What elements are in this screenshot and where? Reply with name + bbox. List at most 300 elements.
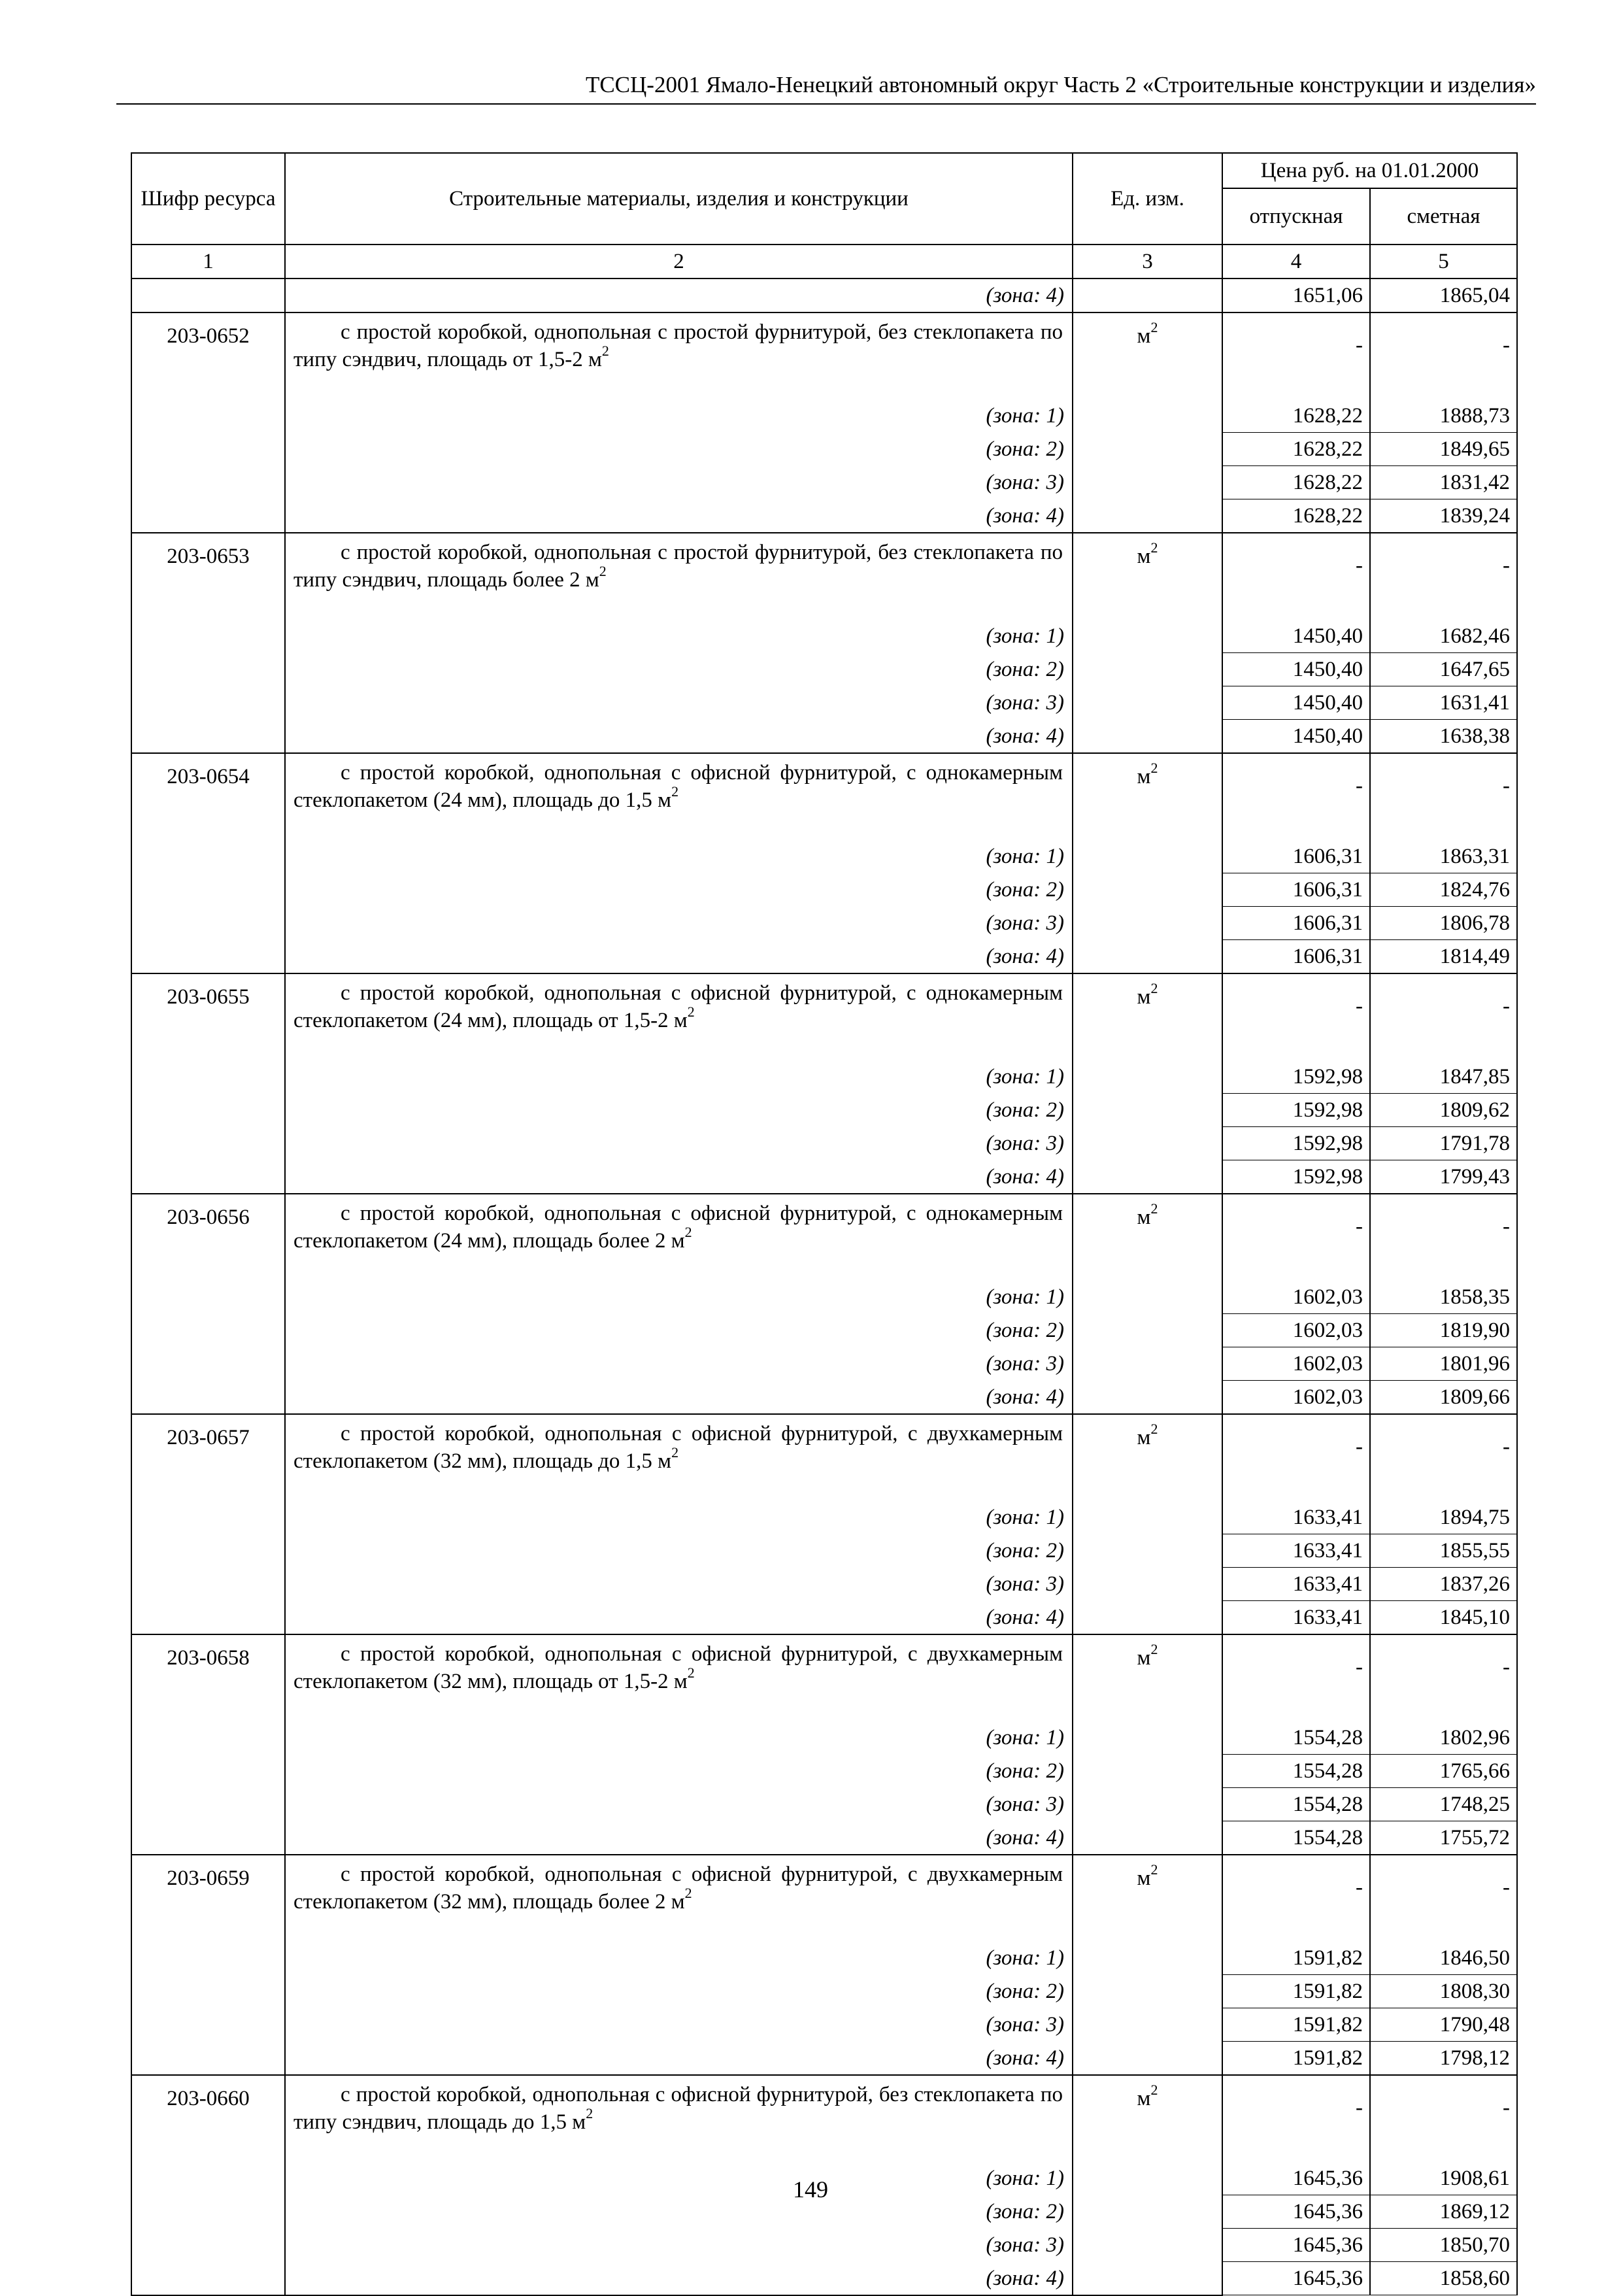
item-description bbox=[285, 312, 1073, 399]
estimate-price: 1765,66 bbox=[1370, 1755, 1517, 1788]
unit-superscript: 2 bbox=[1150, 760, 1158, 776]
unit-cell bbox=[1073, 1534, 1222, 1568]
header-name: Строительные материалы, изделия и конструкции bbox=[285, 153, 1073, 245]
release-price: 1606,31 bbox=[1222, 873, 1370, 907]
unit-superscript: 2 bbox=[1150, 2082, 1158, 2098]
estimate-price: 1748,25 bbox=[1370, 1788, 1517, 1821]
estimate-price: 1809,62 bbox=[1370, 1094, 1517, 1127]
code-cell bbox=[131, 1281, 285, 1314]
release-price: - bbox=[1222, 1414, 1370, 1501]
description-text: с простой коробкой, однопольная с простой фурнитурой, без стеклопакета по типу сэндвич, площадь более 2 м bbox=[293, 541, 1063, 592]
table-row bbox=[131, 1634, 1517, 1721]
release-price: 1633,41 bbox=[1222, 1568, 1370, 1601]
column-number: 5 bbox=[1370, 245, 1517, 279]
release-price: - bbox=[1222, 753, 1370, 840]
code-cell bbox=[131, 907, 285, 940]
header-release-price: отпускная bbox=[1222, 188, 1370, 245]
release-price: - bbox=[1222, 312, 1370, 399]
item-description bbox=[285, 1414, 1073, 1501]
release-price: 1645,36 bbox=[1222, 2162, 1370, 2195]
estimate-price: 1858,60 bbox=[1370, 2262, 1517, 2295]
unit-superscript: 2 bbox=[1150, 1200, 1158, 1217]
unit-cell bbox=[1073, 2262, 1222, 2295]
unit-cell bbox=[1073, 312, 1222, 399]
code-cell bbox=[131, 433, 285, 466]
column-number: 1 bbox=[131, 245, 285, 279]
code-cell bbox=[131, 1721, 285, 1755]
estimate-price: 1847,85 bbox=[1370, 1060, 1517, 1094]
unit-cell bbox=[1073, 1942, 1222, 1975]
table-row bbox=[131, 753, 1517, 840]
estimate-price: 1824,76 bbox=[1370, 873, 1517, 907]
estimate-price: 1755,72 bbox=[1370, 1821, 1517, 1855]
unit-text: м bbox=[1137, 2087, 1151, 2110]
release-price: 1591,82 bbox=[1222, 1975, 1370, 2008]
estimate-price: 1863,31 bbox=[1370, 840, 1517, 873]
estimate-price: 1855,55 bbox=[1370, 1534, 1517, 1568]
table-row bbox=[131, 2042, 1517, 2076]
description-text: с простой коробкой, однопольная с офисной фурнитурой, с двухкамерным стеклопакетом (32 мм), площадь до 1,5 м bbox=[293, 1422, 1063, 1473]
unit-superscript: 2 bbox=[1150, 1861, 1158, 1878]
release-price: 1592,98 bbox=[1222, 1094, 1370, 1127]
table-row bbox=[131, 1314, 1517, 1347]
table-row bbox=[131, 1821, 1517, 1855]
table-row bbox=[131, 1601, 1517, 1635]
table-row bbox=[131, 973, 1517, 1060]
unit-cell bbox=[1073, 1414, 1222, 1501]
estimate-price: 1846,50 bbox=[1370, 1942, 1517, 1975]
code-cell bbox=[131, 2262, 285, 2295]
release-price: 1628,22 bbox=[1222, 433, 1370, 466]
area-superscript: 2 bbox=[684, 1224, 692, 1240]
unit-cell bbox=[1073, 1281, 1222, 1314]
unit-cell bbox=[1073, 1501, 1222, 1534]
resource-code: 203-0660 bbox=[131, 2075, 285, 2162]
unit-cell bbox=[1073, 1821, 1222, 1855]
estimate-price: 1808,30 bbox=[1370, 1975, 1517, 2008]
area-superscript: 2 bbox=[601, 343, 609, 359]
estimate-price: 1869,12 bbox=[1370, 2195, 1517, 2229]
unit-cell bbox=[1073, 2042, 1222, 2076]
code-cell bbox=[131, 1314, 285, 1347]
unit-cell bbox=[1073, 1314, 1222, 1347]
unit-cell bbox=[1073, 973, 1222, 1060]
estimate-price: 1837,26 bbox=[1370, 1568, 1517, 1601]
unit-cell bbox=[1073, 1160, 1222, 1194]
unit-cell bbox=[1073, 1127, 1222, 1160]
table-row bbox=[131, 873, 1517, 907]
release-price: 1602,03 bbox=[1222, 1381, 1370, 1415]
release-price: 1633,41 bbox=[1222, 1601, 1370, 1635]
description-text: с простой коробкой, однопольная с офисной фурнитурой, с двухкамерным стеклопакетом (32 мм), площадь более 2 м bbox=[293, 1863, 1063, 1914]
zone-label: (зона: 4) bbox=[285, 720, 1073, 754]
release-price: 1628,22 bbox=[1222, 499, 1370, 533]
unit-cell bbox=[1073, 940, 1222, 974]
estimate-price: 1888,73 bbox=[1370, 399, 1517, 433]
code-cell bbox=[131, 873, 285, 907]
header-rule bbox=[116, 103, 1536, 105]
zone-label: (зона: 3) bbox=[285, 1788, 1073, 1821]
estimate-price: 1791,78 bbox=[1370, 1127, 1517, 1160]
release-price: 1592,98 bbox=[1222, 1127, 1370, 1160]
release-price: 1645,36 bbox=[1222, 2262, 1370, 2295]
unit-cell bbox=[1073, 433, 1222, 466]
unit-cell bbox=[1073, 1094, 1222, 1127]
zone-label: (зона: 2) bbox=[285, 2195, 1073, 2229]
zone-label: (зона: 2) bbox=[285, 1755, 1073, 1788]
table-row bbox=[131, 1788, 1517, 1821]
release-price: 1651,06 bbox=[1222, 279, 1370, 312]
release-price: 1554,28 bbox=[1222, 1721, 1370, 1755]
table-row bbox=[131, 1347, 1517, 1381]
table-row bbox=[131, 653, 1517, 686]
zone-label: (зона: 4) bbox=[285, 2042, 1073, 2076]
release-price: - bbox=[1222, 1634, 1370, 1721]
release-price: 1554,28 bbox=[1222, 1821, 1370, 1855]
table-row bbox=[131, 433, 1517, 466]
zone-label: (зона: 1) bbox=[285, 1501, 1073, 1534]
code-cell bbox=[131, 1755, 285, 1788]
zone-label: (зона: 4) bbox=[285, 940, 1073, 974]
estimate-price: 1831,42 bbox=[1370, 466, 1517, 499]
code-cell bbox=[131, 466, 285, 499]
estimate-price: - bbox=[1370, 1634, 1517, 1721]
area-superscript: 2 bbox=[687, 1004, 695, 1020]
unit-superscript: 2 bbox=[1150, 980, 1158, 996]
zone-label: (зона: 1) bbox=[285, 399, 1073, 433]
unit-cell bbox=[1073, 1568, 1222, 1601]
resource-code: 203-0655 bbox=[131, 973, 285, 1060]
estimate-price: 1638,38 bbox=[1370, 720, 1517, 754]
unit-cell bbox=[1073, 2075, 1222, 2162]
release-price: 1645,36 bbox=[1222, 2195, 1370, 2229]
table-row bbox=[131, 1975, 1517, 2008]
header-estimate-price: сметная bbox=[1370, 188, 1517, 245]
unit-cell bbox=[1073, 1601, 1222, 1635]
code-cell bbox=[131, 1060, 285, 1094]
unit-cell bbox=[1073, 1060, 1222, 1094]
unit-cell bbox=[1073, 653, 1222, 686]
zone-label: (зона: 4) bbox=[285, 499, 1073, 533]
table-row bbox=[131, 1160, 1517, 1194]
estimate-price: 1849,65 bbox=[1370, 433, 1517, 466]
estimate-price: 1850,70 bbox=[1370, 2229, 1517, 2262]
item-description bbox=[285, 1194, 1073, 1281]
table-row bbox=[131, 620, 1517, 653]
release-price: 1606,31 bbox=[1222, 840, 1370, 873]
zone-label: (зона: 2) bbox=[285, 1314, 1073, 1347]
zone-label: (зона: 2) bbox=[285, 1975, 1073, 2008]
release-price: 1602,03 bbox=[1222, 1314, 1370, 1347]
description-text: с простой коробкой, однопольная с офисной фурнитурой, с двухкамерным стеклопакетом (32 мм), площадь от 1,5-2 м bbox=[293, 1642, 1063, 1693]
table-row bbox=[131, 1721, 1517, 1755]
code-cell bbox=[131, 840, 285, 873]
release-price: - bbox=[1222, 2075, 1370, 2162]
header-price-group: Цена руб. на 01.01.2000 bbox=[1222, 153, 1517, 188]
estimate-price: 1839,24 bbox=[1370, 499, 1517, 533]
release-price: 1450,40 bbox=[1222, 653, 1370, 686]
table-row bbox=[131, 1534, 1517, 1568]
table-row bbox=[131, 533, 1517, 620]
release-price: 1628,22 bbox=[1222, 466, 1370, 499]
zone-label: (зона: 4) bbox=[285, 1160, 1073, 1194]
table-row bbox=[131, 499, 1517, 533]
unit-cell bbox=[1073, 1381, 1222, 1415]
zone-label: (зона: 3) bbox=[285, 907, 1073, 940]
table-row bbox=[131, 2229, 1517, 2262]
release-price: 1592,98 bbox=[1222, 1160, 1370, 1194]
code-cell bbox=[131, 1534, 285, 1568]
table-row bbox=[131, 2075, 1517, 2162]
table-body bbox=[131, 279, 1517, 2295]
zone-label: (зона: 2) bbox=[285, 873, 1073, 907]
resource-code: 203-0659 bbox=[131, 1855, 285, 1942]
table-row bbox=[131, 720, 1517, 754]
release-price: 1450,40 bbox=[1222, 686, 1370, 720]
item-description bbox=[285, 973, 1073, 1060]
area-superscript: 2 bbox=[687, 1664, 695, 1681]
area-superscript: 2 bbox=[599, 563, 607, 579]
estimate-price: 1858,35 bbox=[1370, 1281, 1517, 1314]
unit-cell bbox=[1073, 873, 1222, 907]
running-header: ТССЦ-2001 Ямало-Ненецкий автономный округ Часть 2 «Строительные конструкции и изделия» bbox=[585, 72, 1536, 97]
estimate-price: 1845,10 bbox=[1370, 1601, 1517, 1635]
zone-label: (зона: 3) bbox=[285, 1127, 1073, 1160]
unit-cell bbox=[1073, 1855, 1222, 1942]
code-cell bbox=[131, 1381, 285, 1415]
table-row bbox=[131, 1501, 1517, 1534]
unit-cell bbox=[1073, 1194, 1222, 1281]
item-description bbox=[285, 2075, 1073, 2162]
zone-label: (зона: 3) bbox=[285, 686, 1073, 720]
zone-label: (зона: 1) bbox=[285, 1942, 1073, 1975]
unit-text: м bbox=[1137, 545, 1151, 568]
table-row bbox=[131, 1060, 1517, 1094]
code-cell bbox=[131, 1347, 285, 1381]
zone-label: (зона: 2) bbox=[285, 433, 1073, 466]
table-row bbox=[131, 940, 1517, 974]
unit-cell bbox=[1073, 620, 1222, 653]
table-row bbox=[131, 2008, 1517, 2042]
price-table bbox=[131, 152, 1518, 2296]
release-price: 1450,40 bbox=[1222, 720, 1370, 754]
unit-cell bbox=[1073, 1755, 1222, 1788]
code-cell bbox=[131, 940, 285, 974]
zone-label: (зона: 1) bbox=[285, 1281, 1073, 1314]
table-row bbox=[131, 1755, 1517, 1788]
code-cell bbox=[131, 499, 285, 533]
release-price: 1450,40 bbox=[1222, 620, 1370, 653]
release-price: 1606,31 bbox=[1222, 907, 1370, 940]
release-price: 1606,31 bbox=[1222, 940, 1370, 974]
zone-label: (зона: 3) bbox=[285, 1347, 1073, 1381]
estimate-price: - bbox=[1370, 753, 1517, 840]
zone-label: (зона: 2) bbox=[285, 1534, 1073, 1568]
table-row bbox=[131, 907, 1517, 940]
estimate-price: 1799,43 bbox=[1370, 1160, 1517, 1194]
unit-cell bbox=[1073, 1788, 1222, 1821]
code-cell bbox=[131, 1975, 285, 2008]
zone-label: (зона: 4) bbox=[285, 1381, 1073, 1415]
unit-text: м bbox=[1137, 1206, 1151, 1229]
item-description bbox=[285, 753, 1073, 840]
unit-cell bbox=[1073, 279, 1222, 312]
estimate-price: 1801,96 bbox=[1370, 1347, 1517, 1381]
release-price: - bbox=[1222, 973, 1370, 1060]
unit-cell bbox=[1073, 1975, 1222, 2008]
resource-code: 203-0653 bbox=[131, 533, 285, 620]
release-price: 1591,82 bbox=[1222, 1942, 1370, 1975]
unit-cell bbox=[1073, 1634, 1222, 1721]
code-cell bbox=[131, 1127, 285, 1160]
unit-cell bbox=[1073, 1721, 1222, 1755]
description-text: с простой коробкой, однопольная с офисной фурнитурой, без стеклопакета по типу сэндвич, площадь до 1,5 м bbox=[293, 2083, 1063, 2134]
column-number: 3 bbox=[1073, 245, 1222, 279]
unit-text: м bbox=[1137, 985, 1151, 1009]
unit-text: м bbox=[1137, 324, 1151, 348]
estimate-price: - bbox=[1370, 533, 1517, 620]
unit-superscript: 2 bbox=[1150, 319, 1158, 335]
estimate-price: 1908,61 bbox=[1370, 2162, 1517, 2195]
estimate-price: 1798,12 bbox=[1370, 2042, 1517, 2076]
resource-code: 203-0657 bbox=[131, 1414, 285, 1501]
area-superscript: 2 bbox=[586, 2105, 593, 2121]
table-row bbox=[131, 312, 1517, 399]
estimate-price: - bbox=[1370, 312, 1517, 399]
code-cell bbox=[131, 2229, 285, 2262]
estimate-price: 1790,48 bbox=[1370, 2008, 1517, 2042]
table-row bbox=[131, 1568, 1517, 1601]
code-cell bbox=[131, 2008, 285, 2042]
unit-cell bbox=[1073, 2008, 1222, 2042]
code-cell bbox=[131, 279, 285, 312]
zone-label: (зона: 1) bbox=[285, 840, 1073, 873]
estimate-price: - bbox=[1370, 2075, 1517, 2162]
unit-cell bbox=[1073, 686, 1222, 720]
release-price: 1628,22 bbox=[1222, 399, 1370, 433]
zone-label: (зона: 1) bbox=[285, 2162, 1073, 2195]
table-row bbox=[131, 466, 1517, 499]
unit-text: м bbox=[1137, 765, 1151, 788]
release-price: 1645,36 bbox=[1222, 2229, 1370, 2262]
table-row bbox=[131, 1194, 1517, 1281]
release-price: 1633,41 bbox=[1222, 1534, 1370, 1568]
estimate-price: - bbox=[1370, 973, 1517, 1060]
estimate-price: 1647,65 bbox=[1370, 653, 1517, 686]
zone-label: (зона: 1) bbox=[285, 1721, 1073, 1755]
release-price: 1592,98 bbox=[1222, 1060, 1370, 1094]
description-text: с простой коробкой, однопольная с офисной фурнитурой, с однокамерным стеклопакетом (24 мм), площадь до 1,5 м bbox=[293, 761, 1063, 812]
code-cell bbox=[131, 686, 285, 720]
table-row bbox=[131, 2262, 1517, 2295]
header-code: Шифр ресурса bbox=[131, 153, 285, 245]
unit-cell bbox=[1073, 399, 1222, 433]
table-row bbox=[131, 1381, 1517, 1415]
unit-cell bbox=[1073, 720, 1222, 754]
zone-label: (зона: 1) bbox=[285, 1060, 1073, 1094]
table-row bbox=[131, 1414, 1517, 1501]
release-price: - bbox=[1222, 533, 1370, 620]
zone-label: (зона: 2) bbox=[285, 653, 1073, 686]
table-row bbox=[131, 279, 1517, 312]
unit-cell bbox=[1073, 840, 1222, 873]
zone-label: (зона: 3) bbox=[285, 2008, 1073, 2042]
unit-cell bbox=[1073, 907, 1222, 940]
resource-code: 203-0656 bbox=[131, 1194, 285, 1281]
unit-text: м bbox=[1137, 1866, 1151, 1890]
item-description bbox=[285, 533, 1073, 620]
code-cell bbox=[131, 1942, 285, 1975]
estimate-price: 1682,46 bbox=[1370, 620, 1517, 653]
column-number: 4 bbox=[1222, 245, 1370, 279]
estimate-price: 1894,75 bbox=[1370, 1501, 1517, 1534]
table-row bbox=[131, 686, 1517, 720]
table-row bbox=[131, 1094, 1517, 1127]
unit-cell bbox=[1073, 753, 1222, 840]
release-price: 1591,82 bbox=[1222, 2008, 1370, 2042]
unit-cell bbox=[1073, 1347, 1222, 1381]
zone-label: (зона: 1) bbox=[285, 620, 1073, 653]
code-cell bbox=[131, 2042, 285, 2076]
release-price: 1591,82 bbox=[1222, 2042, 1370, 2076]
zone-label: (зона: 4) bbox=[285, 2262, 1073, 2295]
area-superscript: 2 bbox=[684, 1885, 692, 1901]
code-cell bbox=[131, 1094, 285, 1127]
unit-cell bbox=[1073, 499, 1222, 533]
column-number: 2 bbox=[285, 245, 1073, 279]
zone-label: (зона: 3) bbox=[285, 466, 1073, 499]
unit-cell bbox=[1073, 533, 1222, 620]
resource-code: 203-0658 bbox=[131, 1634, 285, 1721]
code-cell bbox=[131, 1821, 285, 1855]
resource-code: 203-0652 bbox=[131, 312, 285, 399]
code-cell bbox=[131, 1788, 285, 1821]
release-price: 1554,28 bbox=[1222, 1755, 1370, 1788]
zone-label: (зона: 4) bbox=[285, 279, 1073, 312]
area-superscript: 2 bbox=[671, 1444, 679, 1460]
code-cell bbox=[131, 1160, 285, 1194]
estimate-price: 1809,66 bbox=[1370, 1381, 1517, 1415]
estimate-price: 1865,04 bbox=[1370, 279, 1517, 312]
table-row bbox=[131, 1281, 1517, 1314]
unit-cell bbox=[1073, 2229, 1222, 2262]
unit-superscript: 2 bbox=[1150, 539, 1158, 556]
table-row bbox=[131, 1855, 1517, 1942]
code-cell bbox=[131, 399, 285, 433]
estimate-price: - bbox=[1370, 1414, 1517, 1501]
release-price: 1602,03 bbox=[1222, 1281, 1370, 1314]
zone-label: (зона: 3) bbox=[285, 1568, 1073, 1601]
page-number: 149 bbox=[793, 2176, 828, 2203]
description-text: с простой коробкой, однопольная с офисной фурнитурой, с однокамерным стеклопакетом (24 мм), площадь от 1,5-2 м bbox=[293, 981, 1063, 1032]
zone-label: (зона: 4) bbox=[285, 1601, 1073, 1635]
estimate-price: 1814,49 bbox=[1370, 940, 1517, 974]
estimate-price: 1631,41 bbox=[1370, 686, 1517, 720]
release-price: 1633,41 bbox=[1222, 1501, 1370, 1534]
code-cell bbox=[131, 1601, 285, 1635]
zone-label: (зона: 3) bbox=[285, 2229, 1073, 2262]
estimate-price: 1806,78 bbox=[1370, 907, 1517, 940]
resource-code: 203-0654 bbox=[131, 753, 285, 840]
item-description bbox=[285, 1634, 1073, 1721]
table-row bbox=[131, 1127, 1517, 1160]
zone-label: (зона: 4) bbox=[285, 1821, 1073, 1855]
code-cell bbox=[131, 720, 285, 754]
release-price: - bbox=[1222, 1855, 1370, 1942]
unit-superscript: 2 bbox=[1150, 1641, 1158, 1657]
code-cell bbox=[131, 620, 285, 653]
estimate-price: 1802,96 bbox=[1370, 1721, 1517, 1755]
